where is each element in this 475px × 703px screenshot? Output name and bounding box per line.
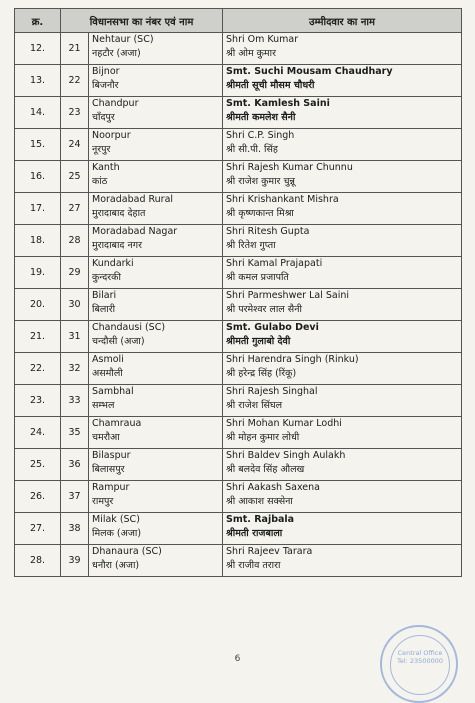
constituency-name-en: Moradabad Nagar xyxy=(92,226,178,237)
candidate-name-en: Shri Aakash Saxena xyxy=(226,482,320,493)
candidate-name-en: Shri Om Kumar xyxy=(226,34,299,45)
table-row xyxy=(15,513,462,545)
candidate-name-hi: श्री रितेश गुप्ता xyxy=(226,240,276,251)
constituency-name-cell xyxy=(89,385,223,417)
serial-number: 20. xyxy=(15,289,61,321)
constituency-name-hi: चमरौआ xyxy=(92,432,120,443)
candidate-name-en: Shri Krishankant Mishra xyxy=(226,194,339,205)
serial-number: 19. xyxy=(15,257,61,289)
constituency-number: 24 xyxy=(61,129,89,161)
candidate-name-en: Shri Kamal Prajapati xyxy=(226,258,323,269)
constituency-header: विधानसभा का नंबर एवं नाम xyxy=(61,9,223,33)
constituency-name-en: Chandpur xyxy=(92,98,139,109)
constituency-name-hi: धनौरा (अजा) xyxy=(92,560,140,571)
table-row xyxy=(15,545,462,577)
constituency-name-cell xyxy=(89,289,223,321)
constituency-name-cell xyxy=(89,97,223,129)
constituency-name-hi: चन्दौसी (अजा) xyxy=(92,336,145,347)
table-row xyxy=(15,481,462,513)
serial-number: 14. xyxy=(15,97,61,129)
candidate-name-en: Smt. Kamlesh Saini xyxy=(226,98,330,109)
constituency-name-cell xyxy=(89,33,223,65)
candidate-name-cell xyxy=(223,545,462,577)
candidate-name-hi: श्री परमेश्वर लाल सैनी xyxy=(226,304,302,315)
constituency-name-hi: असमौली xyxy=(92,368,123,379)
candidate-name-hi: श्री आकाश सक्सेना xyxy=(226,496,293,507)
candidate-name-hi: श्री सी.पी. सिंह xyxy=(226,144,278,155)
constituency-name-hi: मिलक (अजा) xyxy=(92,528,142,539)
candidate-name-cell xyxy=(223,65,462,97)
constituency-name-en: Chamraua xyxy=(92,418,142,429)
constituency-number: 27 xyxy=(61,193,89,225)
table-row xyxy=(15,417,462,449)
candidate-name-cell xyxy=(223,353,462,385)
candidate-name-hi: श्री कमल प्रजापति xyxy=(226,272,289,283)
serial-number: 13. xyxy=(15,65,61,97)
constituency-number: 28 xyxy=(61,225,89,257)
candidate-name-hi: श्रीमती गुलाबो देवी xyxy=(226,336,291,347)
constituency-name-hi: कुन्दरकी xyxy=(92,272,121,283)
candidate-name-hi: श्री राजीव तरारा xyxy=(226,560,281,571)
stamp-inner-ring xyxy=(390,635,450,695)
constituency-name-cell xyxy=(89,513,223,545)
constituency-number: 23 xyxy=(61,97,89,129)
constituency-name-en: Kundarki xyxy=(92,258,134,269)
constituency-name-hi: रामपुर xyxy=(92,496,114,507)
constituency-name-hi: चाँदपुर xyxy=(92,112,115,123)
constituency-number: 38 xyxy=(61,513,89,545)
table-row xyxy=(15,161,462,193)
candidate-list-page xyxy=(14,8,461,577)
candidate-name-cell xyxy=(223,385,462,417)
candidate-name-en: Smt. Gulabo Devi xyxy=(226,322,319,333)
candidate-name-cell xyxy=(223,289,462,321)
candidate-name-hi: श्री मोहन कुमार लोधी xyxy=(226,432,300,443)
constituency-number: 32 xyxy=(61,353,89,385)
constituency-name-en: Nehtaur (SC) xyxy=(92,34,154,45)
constituency-name-cell xyxy=(89,65,223,97)
constituency-name-hi: नहटौर (अजा) xyxy=(92,48,141,59)
serial-number: 12. xyxy=(15,33,61,65)
table-row xyxy=(15,289,462,321)
candidate-name-hi: श्री ओम कुमार xyxy=(226,48,276,59)
stamp-text xyxy=(390,649,450,665)
table-row xyxy=(15,129,462,161)
table-row xyxy=(15,385,462,417)
candidate-name-cell xyxy=(223,321,462,353)
candidate-name-en: Smt. Rajbala xyxy=(226,514,295,525)
table-row xyxy=(15,33,462,65)
candidate-name-en: Shri Rajesh Singhal xyxy=(226,386,318,397)
constituency-number: 22 xyxy=(61,65,89,97)
table-body xyxy=(15,33,462,577)
table-row xyxy=(15,321,462,353)
table-row xyxy=(15,97,462,129)
candidate-name-en: Shri Rajeev Tarara xyxy=(226,546,313,557)
constituency-name-cell xyxy=(89,321,223,353)
stamp-line-office: Central Office xyxy=(397,649,443,657)
constituency-name-en: Bilaspur xyxy=(92,450,131,461)
constituency-name-cell xyxy=(89,449,223,481)
constituency-name-cell xyxy=(89,545,223,577)
candidate-name-en: Shri Ritesh Gupta xyxy=(226,226,310,237)
constituency-name-en: Rampur xyxy=(92,482,130,493)
candidate-name-cell xyxy=(223,97,462,129)
constituency-name-hi: कांठ xyxy=(92,176,108,187)
candidate-name-hi: श्रीमती राजबाला xyxy=(226,528,283,539)
candidate-name-hi: श्रीमती सूची मौसम चौधरी xyxy=(226,80,315,91)
constituency-number: 21 xyxy=(61,33,89,65)
candidate-name-cell xyxy=(223,225,462,257)
constituency-name-en: Asmoli xyxy=(92,354,124,365)
candidate-name-hi: श्री राजेश कुमार चुन्नू xyxy=(226,176,295,187)
candidate-name-cell xyxy=(223,417,462,449)
office-seal-stamp xyxy=(380,625,458,703)
table-row xyxy=(15,353,462,385)
candidate-name-cell xyxy=(223,129,462,161)
table-row xyxy=(15,449,462,481)
constituency-name-cell xyxy=(89,193,223,225)
candidate-name-en: Shri Mohan Kumar Lodhi xyxy=(226,418,342,429)
candidate-name-hi: श्री कृष्णकान्त मिश्रा xyxy=(226,208,294,219)
table-row xyxy=(15,65,462,97)
candidate-name-en: Shri Rajesh Kumar Chunnu xyxy=(226,162,353,173)
constituency-name-hi: नूरपुर xyxy=(92,144,111,155)
constituency-name-cell xyxy=(89,161,223,193)
serial-number: 16. xyxy=(15,161,61,193)
constituency-name-en: Sambhal xyxy=(92,386,134,397)
constituency-number: 25 xyxy=(61,161,89,193)
table-row xyxy=(15,193,462,225)
constituency-number: 29 xyxy=(61,257,89,289)
constituency-name-cell xyxy=(89,481,223,513)
serial-number: 18. xyxy=(15,225,61,257)
constituency-name-cell xyxy=(89,417,223,449)
candidate-name-cell xyxy=(223,449,462,481)
serial-number: 26. xyxy=(15,481,61,513)
constituency-number: 31 xyxy=(61,321,89,353)
serial-number: 23. xyxy=(15,385,61,417)
candidate-name-en: Smt. Suchi Mousam Chaudhary xyxy=(226,66,393,77)
constituency-name-en: Milak (SC) xyxy=(92,514,140,525)
constituency-number: 37 xyxy=(61,481,89,513)
serial-number: 21. xyxy=(15,321,61,353)
candidate-name-en: Shri Parmeshwer Lal Saini xyxy=(226,290,350,301)
constituency-name-en: Moradabad Rural xyxy=(92,194,174,205)
table-header-row xyxy=(15,9,462,33)
stamp-line-tel: Tel: 23500000 xyxy=(396,657,443,665)
candidate-name-cell xyxy=(223,481,462,513)
constituency-name-cell xyxy=(89,257,223,289)
constituency-number: 39 xyxy=(61,545,89,577)
table-row xyxy=(15,257,462,289)
candidate-name-cell xyxy=(223,161,462,193)
candidate-name-hi: श्री बलदेव सिंह औलख xyxy=(226,464,305,475)
constituency-name-hi: बिलासपुर xyxy=(92,464,125,475)
candidate-name-en: Shri Baldev Singh Aulakh xyxy=(226,450,346,461)
candidate-name-en: Shri Harendra Singh (Rinku) xyxy=(226,354,359,365)
serial-number: 22. xyxy=(15,353,61,385)
constituency-name-en: Bijnor xyxy=(92,66,120,77)
constituency-name-en: Dhanaura (SC) xyxy=(92,546,162,557)
constituency-number: 36 xyxy=(61,449,89,481)
serial-number: 28. xyxy=(15,545,61,577)
table-row xyxy=(15,225,462,257)
constituency-name-hi: मुरादाबाद नगर xyxy=(92,240,142,251)
constituency-name-en: Bilari xyxy=(92,290,117,301)
constituency-number: 30 xyxy=(61,289,89,321)
serial-number: 27. xyxy=(15,513,61,545)
constituency-number: 35 xyxy=(61,417,89,449)
serial-number: 17. xyxy=(15,193,61,225)
page-number: 6 xyxy=(234,654,241,664)
candidate-header: उम्मीदवार का नाम xyxy=(223,9,462,33)
constituency-name-hi: बिजनौर xyxy=(92,80,119,91)
serial-number: 15. xyxy=(15,129,61,161)
candidate-name-cell xyxy=(223,513,462,545)
constituency-number: 33 xyxy=(61,385,89,417)
serial-number: 25. xyxy=(15,449,61,481)
serial-header: क्र. xyxy=(15,9,61,33)
candidate-name-hi: श्री राजेश सिंघल xyxy=(226,400,283,411)
serial-number: 24. xyxy=(15,417,61,449)
constituency-name-hi: सम्भल xyxy=(92,400,115,411)
constituency-name-hi: मुरादाबाद देहात xyxy=(92,208,146,219)
constituency-name-cell xyxy=(89,129,223,161)
constituency-name-cell xyxy=(89,353,223,385)
candidate-table xyxy=(14,8,462,577)
candidate-name-hi: श्री हरेन्द्र सिंह (रिंकू) xyxy=(226,368,297,379)
candidate-name-cell xyxy=(223,257,462,289)
constituency-name-en: Noorpur xyxy=(92,130,131,141)
constituency-name-hi: बिलारी xyxy=(92,304,116,315)
candidate-name-cell xyxy=(223,33,462,65)
constituency-name-en: Kanth xyxy=(92,162,120,173)
constituency-name-en: Chandausi (SC) xyxy=(92,322,166,333)
candidate-name-en: Shri C.P. Singh xyxy=(226,130,295,141)
constituency-name-cell xyxy=(89,225,223,257)
candidate-name-hi: श्रीमती कमलेश सैनी xyxy=(226,112,296,123)
candidate-name-cell xyxy=(223,193,462,225)
